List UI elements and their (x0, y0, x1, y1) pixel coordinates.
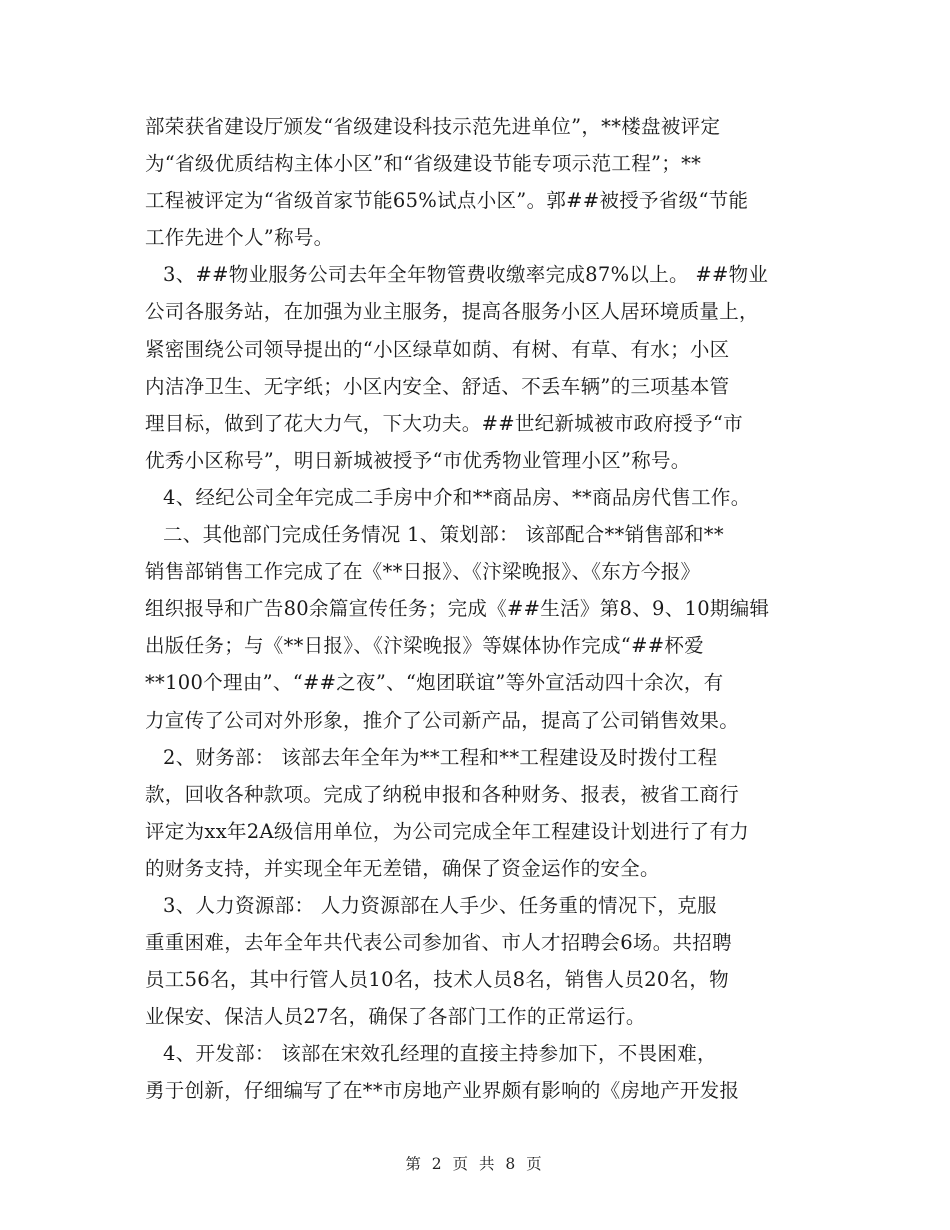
text-line: 评定为xx年2A级信用单位，为公司完成全年工程建设计划进行了有力 (145, 819, 750, 843)
text-line: 的财务支持，并实现全年无差错，确保了资金运作的安全。 (145, 856, 660, 880)
text-line: 内洁净卫生、无字纸；小区内安全、舒适、不丢车辆”的三项基本管 (145, 374, 730, 398)
text-line: 勇于创新，仔细编写了在**市房地产业界颇有影响的《房地产开发报 (145, 1079, 740, 1103)
text-line: 3、##物业服务公司去年全年物管费收缴率完成87%以上。 ##物业 (163, 263, 769, 287)
text-line: **100个理由”、“##之夜”、“炮团联谊”等外宣活动四十余次，有 (145, 671, 724, 695)
text-line: 款，回收各种款项。完成了纳税申报和各种财务、报表，被省工商行 (145, 782, 740, 806)
document-body (145, 108, 815, 1110)
text-line: 力宣传了公司对外形象，推介了公司新产品，提高了公司销售效果。 (145, 708, 740, 732)
text-line: 4、开发部： 该部在宋效孔经理的直接主持参加下，不畏困难， (163, 1042, 717, 1066)
text-line: 为“省级优质结构主体小区”和“省级建设节能专项示范工程”；** (145, 152, 702, 176)
text-line: 业保安、保洁人员27名，确保了各部门工作的正常运行。 (145, 1005, 646, 1029)
text-line: 重重困难，去年全年共代表公司参加省、市人才招聘会6场。共招聘 (145, 931, 732, 955)
text-line: 4、经纪公司全年完成二手房中介和**商品房、**商品房代售工作。 (163, 485, 751, 509)
text-line: 销售部销售工作完成了在《**日报》、《汴梁晚报》、《东方今报》 (145, 560, 701, 584)
text-line: 出版任务；与《**日报》、《汴梁晚报》等媒体协作完成“##杯爱 (145, 634, 704, 658)
text-line: 员工56名，其中行管人员10名，技术人员8名，销售人员20名，物 (145, 968, 729, 992)
text-line: 组织报导和广告80余篇宣传任务；完成《##生活》第8、9、10期编辑 (145, 597, 770, 621)
text-line: 二、其他部门完成任务情况 1、策划部： 该部配合**销售部和** (163, 523, 724, 547)
text-line: 公司各服务站，在加强为业主服务，提高各服务小区人居环境质量上， (145, 300, 759, 324)
page-number-footer: 第 2 页 共 8 页 (405, 1155, 545, 1173)
text-line: 工作先进个人”称号。 (145, 226, 334, 250)
text-line: 部荣获省建设厅颁发“省级建设科技示范先进单位”，**楼盘被评定 (145, 115, 721, 138)
text-line: 2、财务部： 该部去年全年为**工程和**工程建设及时拨付工程 (163, 745, 718, 769)
text-line: 紧密围绕公司领导提出的“小区绿草如荫、有树、有草、有水；小区 (145, 337, 730, 361)
text-line: 3、人力资源部： 人力资源部在人手少、任务重的情况下，克服 (163, 893, 717, 917)
text-line: 工程被评定为“省级首家节能65%试点小区”。郭##被授予省级“节能 (145, 189, 749, 213)
text-line: 优秀小区称号”，明日新城被授予“市优秀物业管理小区”称号。 (145, 448, 691, 472)
text-line: 理目标，做到了花大力气，下大功夫。##世纪新城被市政府授予“市 (145, 411, 743, 435)
